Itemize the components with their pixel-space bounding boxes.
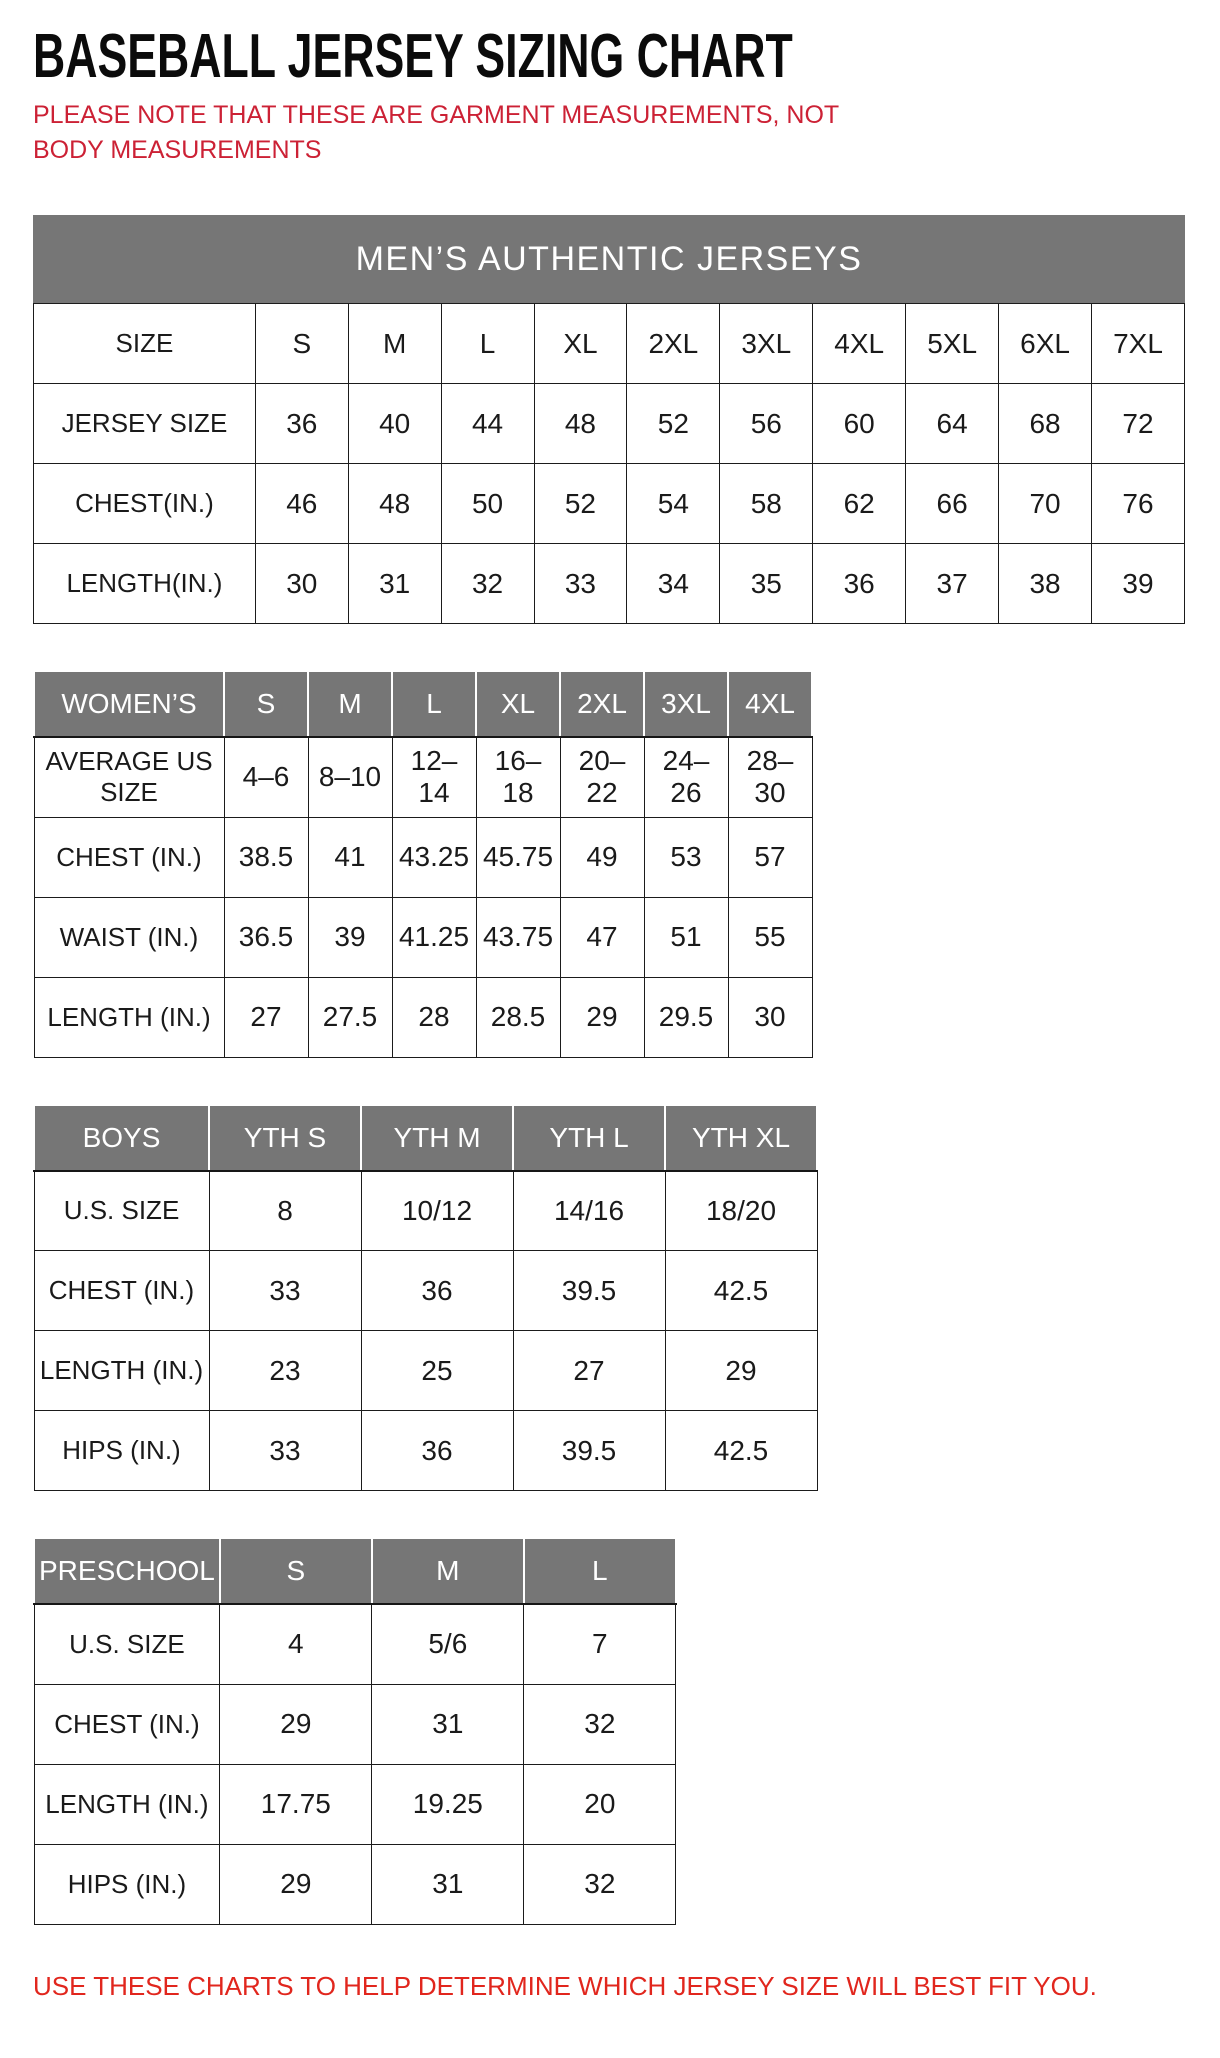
length-cell: 27.5 [308, 977, 392, 1057]
chest-cell: 45.75 [476, 817, 560, 897]
jersey-size-cell: 64 [906, 384, 999, 464]
jersey-size-cell: 36 [255, 384, 348, 464]
table-row [34, 817, 812, 897]
row-label: LENGTH(IN.) [34, 544, 256, 624]
jersey-size-cell: 68 [999, 384, 1092, 464]
size-cell: 3XL [720, 304, 813, 384]
table-row [34, 977, 812, 1057]
table-row [34, 544, 1185, 624]
us-size-cell: 8 [209, 1171, 361, 1251]
row-label: LENGTH (IN.) [34, 1331, 209, 1411]
length-cell: 29 [560, 977, 644, 1057]
column-header: L [392, 671, 476, 737]
size-cell: L [441, 304, 534, 384]
size-cell: 6XL [999, 304, 1092, 384]
page-title: BASEBALL JERSEY SIZING CHART [33, 22, 793, 91]
hips-cell: 29 [220, 1844, 372, 1924]
garment-measurement-note: PLEASE NOTE THAT THESE ARE GARMENT MEASUREMENTS, NOT BODY MEASUREMENTS [33, 101, 839, 164]
length-cell: 37 [906, 544, 999, 624]
table-row [34, 1764, 676, 1844]
column-header: YTH L [513, 1105, 665, 1171]
length-cell: 32 [441, 544, 534, 624]
length-cell: 20 [524, 1764, 676, 1844]
column-header: S [224, 671, 308, 737]
column-header: M [308, 671, 392, 737]
waist-cell: 39 [308, 897, 392, 977]
womens-sizing-table [33, 670, 813, 1058]
us-size-cell: 18/20 [665, 1171, 817, 1251]
length-cell: 36 [813, 544, 906, 624]
column-header: L [524, 1538, 676, 1604]
hips-cell: 31 [372, 1844, 524, 1924]
table-row [34, 1251, 817, 1331]
table-row [34, 1844, 676, 1924]
length-cell: 17.75 [220, 1764, 372, 1844]
chest-cell: 41 [308, 817, 392, 897]
column-header: XL [476, 671, 560, 737]
row-label: WAIST (IN.) [34, 897, 224, 977]
table-row [34, 1171, 817, 1251]
table-row [34, 737, 812, 817]
length-cell: 28.5 [476, 977, 560, 1057]
mens-table-banner-row [34, 216, 1185, 304]
hips-cell: 36 [361, 1411, 513, 1491]
womens-table-title: WOMEN’S [34, 671, 224, 737]
us-size-cell: 12–14 [392, 737, 476, 817]
length-cell: 34 [627, 544, 720, 624]
table-row [34, 1411, 817, 1491]
length-cell: 28 [392, 977, 476, 1057]
us-size-cell: 20–22 [560, 737, 644, 817]
chest-cell: 32 [524, 1684, 676, 1764]
chest-cell: 46 [255, 464, 348, 544]
jersey-size-cell: 48 [534, 384, 627, 464]
size-cell: XL [534, 304, 627, 384]
column-header: YTH S [209, 1105, 361, 1171]
chest-cell: 66 [906, 464, 999, 544]
table-row [34, 1604, 676, 1684]
column-header: 4XL [728, 671, 812, 737]
length-cell: 25 [361, 1331, 513, 1411]
waist-cell: 41.25 [392, 897, 476, 977]
table-row [34, 1331, 817, 1411]
table-header-row [34, 671, 812, 737]
chest-cell: 76 [1092, 464, 1185, 544]
us-size-cell: 24–26 [644, 737, 728, 817]
boys-sizing-table [33, 1104, 818, 1492]
hips-cell: 33 [209, 1411, 361, 1491]
jersey-size-cell: 44 [441, 384, 534, 464]
chest-cell: 33 [209, 1251, 361, 1331]
chest-cell: 53 [644, 817, 728, 897]
size-cell: 4XL [813, 304, 906, 384]
column-header: M [372, 1538, 524, 1604]
length-cell: 19.25 [372, 1764, 524, 1844]
table-header-row [34, 1105, 817, 1171]
length-cell: 31 [348, 544, 441, 624]
row-label: HIPS (IN.) [34, 1411, 209, 1491]
chest-cell: 58 [720, 464, 813, 544]
column-header: YTH M [361, 1105, 513, 1171]
length-cell: 23 [209, 1331, 361, 1411]
chest-cell: 49 [560, 817, 644, 897]
us-size-cell: 4 [220, 1604, 372, 1684]
chest-cell: 38.5 [224, 817, 308, 897]
table-row [34, 384, 1185, 464]
length-cell: 30 [255, 544, 348, 624]
column-header: 2XL [560, 671, 644, 737]
chest-cell: 31 [372, 1684, 524, 1764]
waist-cell: 55 [728, 897, 812, 977]
column-header: S [220, 1538, 372, 1604]
fit-advice-note: USE THESE CHARTS TO HELP DETERMINE WHICH JERSEY SIZE WILL BEST FIT YOU. [33, 1970, 1097, 2001]
chest-cell: 29 [220, 1684, 372, 1764]
row-label: CHEST (IN.) [34, 1251, 209, 1331]
jersey-size-cell: 60 [813, 384, 906, 464]
size-cell: S [255, 304, 348, 384]
chest-cell: 62 [813, 464, 906, 544]
table-row [34, 304, 1185, 384]
chest-cell: 42.5 [665, 1251, 817, 1331]
size-cell: 5XL [906, 304, 999, 384]
hips-cell: 32 [524, 1844, 676, 1924]
chest-cell: 54 [627, 464, 720, 544]
size-cell: 2XL [627, 304, 720, 384]
us-size-cell: 28–30 [728, 737, 812, 817]
column-header: 3XL [644, 671, 728, 737]
chest-cell: 36 [361, 1251, 513, 1331]
us-size-cell: 5/6 [372, 1604, 524, 1684]
table-row [34, 464, 1185, 544]
us-size-cell: 10/12 [361, 1171, 513, 1251]
us-size-cell: 16–18 [476, 737, 560, 817]
length-cell: 29 [665, 1331, 817, 1411]
length-cell: 33 [534, 544, 627, 624]
length-cell: 29.5 [644, 977, 728, 1057]
chest-cell: 70 [999, 464, 1092, 544]
length-cell: 27 [513, 1331, 665, 1411]
mens-table-title: MEN’S AUTHENTIC JERSEYS [34, 216, 1185, 304]
table-row [34, 897, 812, 977]
jersey-size-cell: 56 [720, 384, 813, 464]
us-size-cell: 4–6 [224, 737, 308, 817]
length-cell: 39 [1092, 544, 1185, 624]
waist-cell: 47 [560, 897, 644, 977]
us-size-cell: 14/16 [513, 1171, 665, 1251]
preschool-sizing-table [33, 1537, 677, 1925]
size-cell: M [348, 304, 441, 384]
jersey-size-cell: 52 [627, 384, 720, 464]
hips-cell: 42.5 [665, 1411, 817, 1491]
table-row [34, 1684, 676, 1764]
preschool-table-title: PRESCHOOL [34, 1538, 220, 1604]
row-label: U.S. SIZE [34, 1604, 220, 1684]
row-label: JERSEY SIZE [34, 384, 256, 464]
chest-cell: 57 [728, 817, 812, 897]
row-label: SIZE [34, 304, 256, 384]
row-label: LENGTH (IN.) [34, 1764, 220, 1844]
row-label: AVERAGE US SIZE [34, 737, 224, 817]
row-label: U.S. SIZE [34, 1171, 209, 1251]
jersey-size-cell: 40 [348, 384, 441, 464]
row-label: CHEST(IN.) [34, 464, 256, 544]
length-cell: 27 [224, 977, 308, 1057]
jersey-size-cell: 72 [1092, 384, 1185, 464]
row-label: HIPS (IN.) [34, 1844, 220, 1924]
chest-cell: 39.5 [513, 1251, 665, 1331]
mens-sizing-table [33, 215, 1185, 624]
waist-cell: 36.5 [224, 897, 308, 977]
row-label: CHEST (IN.) [34, 1684, 220, 1764]
waist-cell: 43.75 [476, 897, 560, 977]
boys-table-title: BOYS [34, 1105, 209, 1171]
row-label: CHEST (IN.) [34, 817, 224, 897]
chest-cell: 52 [534, 464, 627, 544]
chest-cell: 50 [441, 464, 534, 544]
chest-cell: 48 [348, 464, 441, 544]
table-header-row [34, 1538, 676, 1604]
column-header: YTH XL [665, 1105, 817, 1171]
length-cell: 38 [999, 544, 1092, 624]
us-size-cell: 8–10 [308, 737, 392, 817]
chest-cell: 43.25 [392, 817, 476, 897]
length-cell: 30 [728, 977, 812, 1057]
us-size-cell: 7 [524, 1604, 676, 1684]
length-cell: 35 [720, 544, 813, 624]
waist-cell: 51 [644, 897, 728, 977]
hips-cell: 39.5 [513, 1411, 665, 1491]
size-cell: 7XL [1092, 304, 1185, 384]
row-label: LENGTH (IN.) [34, 977, 224, 1057]
